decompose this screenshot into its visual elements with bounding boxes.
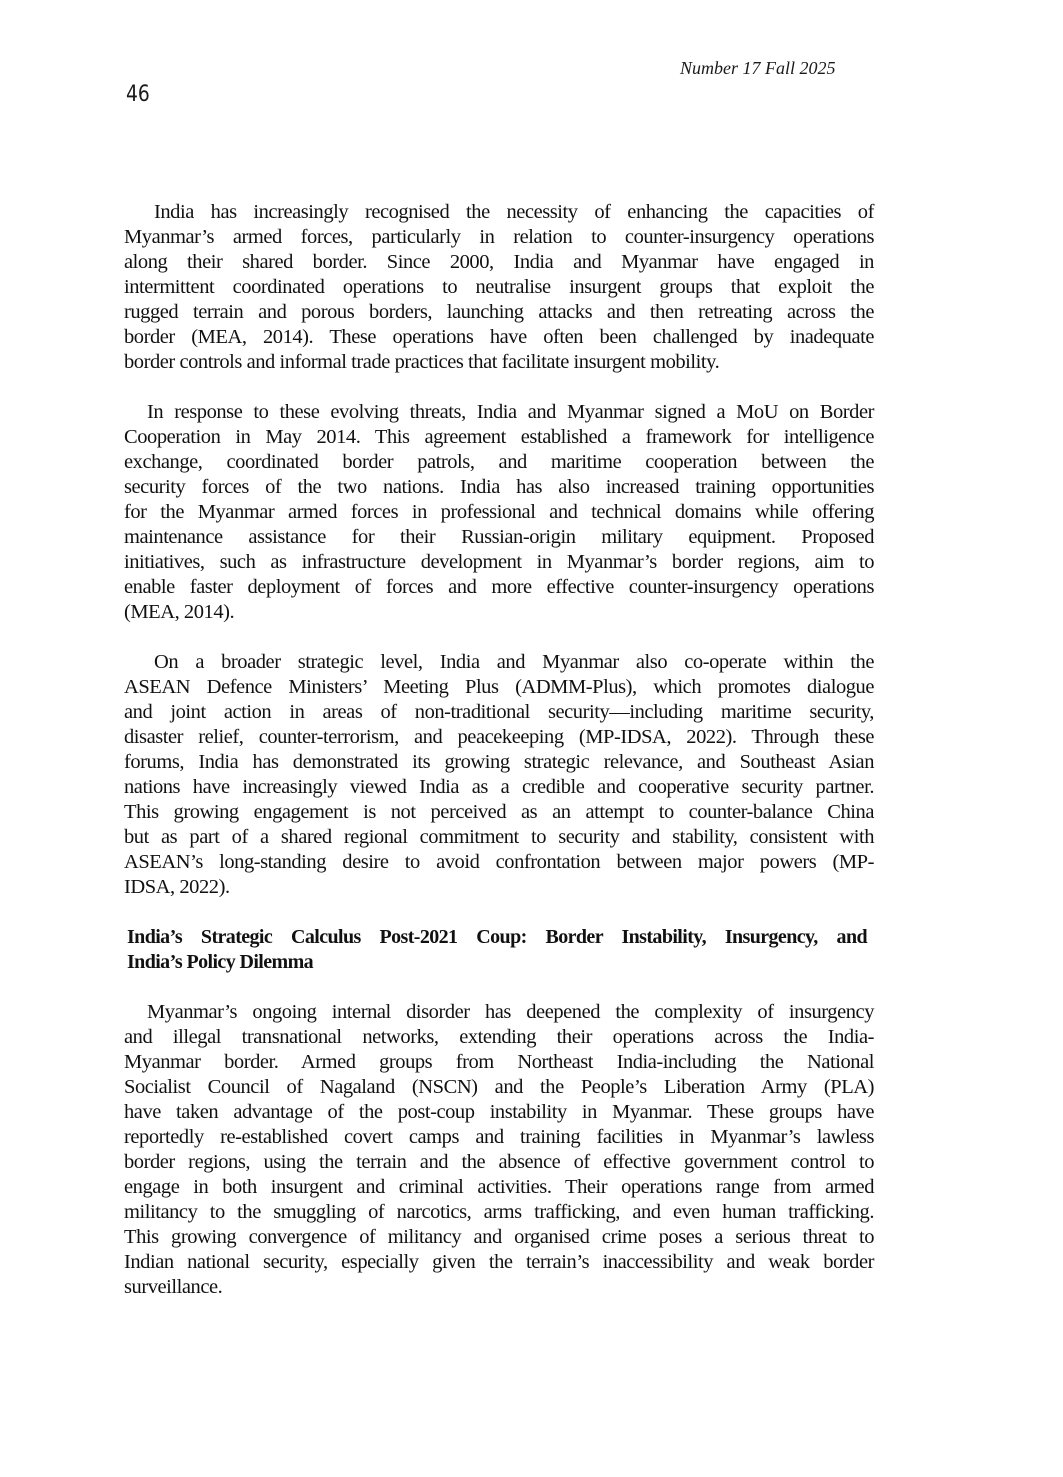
paragraph-3 [124,650,874,900]
text-line: This growing convergence of militancy and organised crime poses a serious threat to [124,1226,874,1248]
text-line: and joint action in areas of non-traditional security—including maritime security, [124,701,874,723]
text-line: maintenance assistance for their Russian-origin military equipment. Proposed [124,526,874,548]
text-line: militancy to the smuggling of narcotics, arms trafficking, and even human trafficking. [124,1201,874,1223]
text-line: border regions, using the terrain and the absence of effective government control to [124,1151,874,1173]
text-line: disaster relief, counter-terrorism, and peacekeeping (MP-IDSA, 2022). Through these [124,726,874,748]
text-line: ASEAN Defence Ministers’ Meeting Plus (ADMM-Plus), which promotes dialogue [124,676,874,698]
text-line: for the Myanmar armed forces in professional and technical domains while offering [124,501,874,523]
text-line: surveillance. [124,1276,223,1298]
text-line: initiatives, such as infrastructure development in Myanmar’s border regions, aim to [124,551,874,573]
text-line: Indian national security, especially given the terrain’s inaccessibility and weak border [124,1251,874,1273]
text-line: Cooperation in May 2014. This agreement established a framework for intelligence [124,426,874,448]
text-line: engage in both insurgent and criminal activities. Their operations range from armed [124,1176,874,1198]
text-line: but as part of a shared regional commitment to security and stability, consistent with [124,826,874,848]
text-line: Myanmar’s armed forces, particularly in relation to counter-insurgency operations [124,226,874,248]
text-line: exchange, coordinated border patrols, and maritime cooperation between the [124,451,874,473]
text-line: On a broader strategic level, India and Myanmar also co-operate within the [154,651,874,673]
text-line: In response to these evolving threats, India and Myanmar signed a MoU on Border [147,401,874,423]
text-line: intermittent coordinated operations to neutralise insurgent groups that exploit the [124,276,874,298]
text-line: Myanmar border. Armed groups from Northeast India-including the National [124,1051,874,1073]
text-line: along their shared border. Since 2000, India and Myanmar have engaged in [124,251,874,273]
running-head: Number 17 Fall 2025 [680,58,836,78]
text-line: (MEA, 2014). [124,601,235,623]
heading-line: India’s Policy Dilemma [127,951,314,973]
section-heading [127,925,867,975]
text-line: This growing engagement is not perceived as an attempt to counter-balance China [124,801,874,823]
text-line: Socialist Council of Nagaland (NSCN) and the People’s Liberation Army (PLA) [124,1076,874,1098]
page-number: 46 [126,82,150,107]
text-line: and illegal transnational networks, extending their operations across the India- [124,1026,874,1048]
heading-line: India’s Strategic Calculus Post-2021 Coup: Border Instability, Insurgency, and [127,926,867,948]
text-line: have taken advantage of the post-coup instability in Myanmar. These groups have [124,1101,874,1123]
text-line: border controls and informal trade practices that facilitate insurgent mobility. [124,351,720,373]
text-line: forums, India has demonstrated its growing strategic relevance, and Southeast Asian [124,751,874,773]
text-line: border (MEA, 2014). These operations have often been challenged by inadequate [124,326,874,348]
text-line: India has increasingly recognised the necessity of enhancing the capacities of [154,201,874,223]
text-line: Myanmar’s ongoing internal disorder has deepened the complexity of insurgency [147,1001,874,1023]
text-line: IDSA, 2022). [124,876,230,898]
paragraph-4 [124,1000,874,1300]
text-line: rugged terrain and porous borders, launching attacks and then retreating across the [124,301,874,323]
text-line: ASEAN’s long-standing desire to avoid confrontation between major powers (MP- [124,851,874,873]
text-line: reportedly re-established covert camps and training facilities in Myanmar’s lawless [124,1126,874,1148]
text-line: security forces of the two nations. India has also increased training opportunities [124,476,874,498]
paragraph-2 [124,400,874,625]
text-line: nations have increasingly viewed India as a credible and cooperative security partner. [124,776,874,798]
paragraph-1 [124,200,874,375]
text-line: enable faster deployment of forces and more effective counter-insurgency operations [124,576,874,598]
